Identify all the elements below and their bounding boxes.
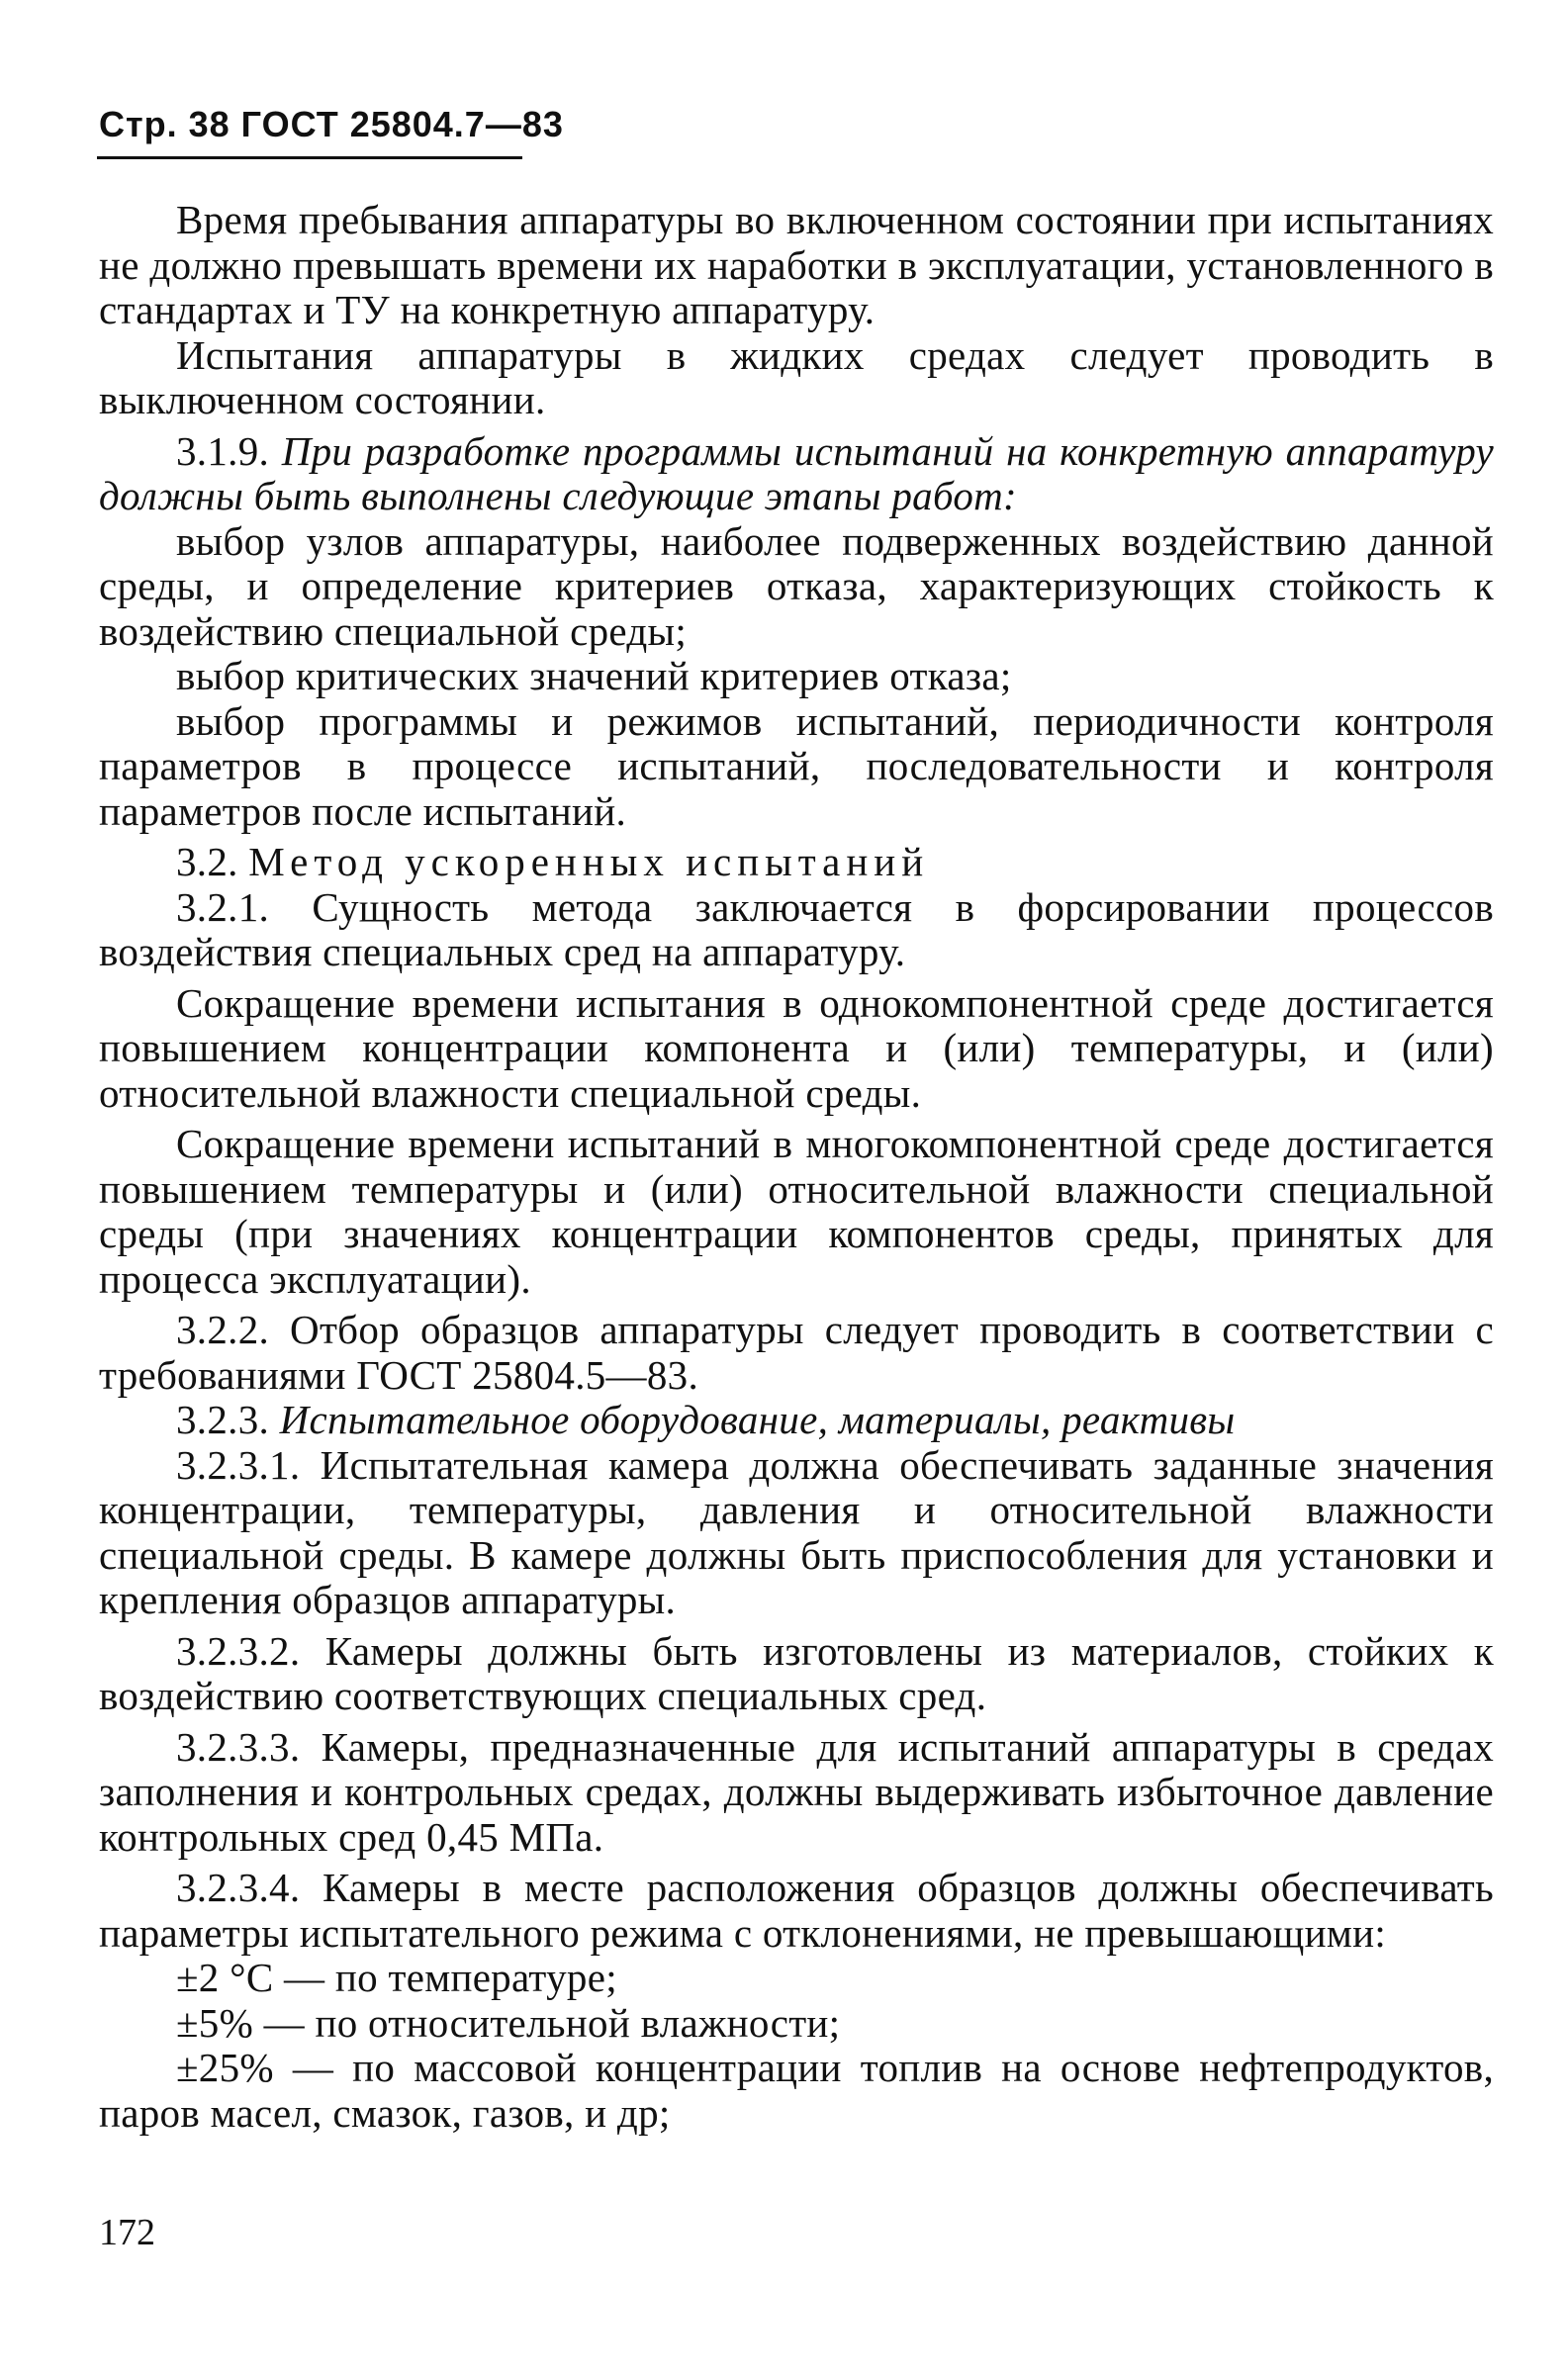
running-header: Стр. 38 ГОСТ 25804.7—83 xyxy=(99,104,564,144)
paragraph: 3.2.2. Отбор образцов аппаратуры следует проводить в соответствии с требованиями ГОСТ 25804.5—83. xyxy=(99,1307,1494,1398)
paragraph: 3.2.3.3. Камеры, предназначенные для испытаний аппаратуры в средах заполнения и контрольных средах, должны выдерживать избыточное давление контрольных сред 0,45 МПа. xyxy=(99,1723,1494,1860)
section-title: Метод ускоренных испытаний xyxy=(248,839,930,884)
subsection-title: Испытательное оборудование, материалы, реактивы xyxy=(279,1397,1236,1442)
list-item: ±25% — по массовой концентрации топлив на основе нефтепродуктов, паров масел, смазок, газов, и др; xyxy=(99,2045,1494,2136)
clause-number: 3.1.9. xyxy=(176,427,270,474)
list-item: ±2 °С — по температуре; xyxy=(176,1955,617,2000)
page-number: 172 xyxy=(99,2212,155,2253)
paragraph xyxy=(99,429,1494,519)
paragraph: Сокращение времени испытаний в многокомпонентной среде достигается повышением температуры и (или) относительной влажности специальной среды (при значениях концентрации компонентов среды, принятых для процесса эксплуатации). xyxy=(99,1121,1494,1302)
paragraph: Сокращение времени испытания в однокомпонентной среде достигается повышением концентрации компонента и (или) температуры, и (или) относительной влажности специальной среды. xyxy=(99,979,1494,1116)
document-body xyxy=(99,198,1494,2136)
paragraph: Время пребывания аппаратуры во включенном состоянии при испытаниях не должно превышать времени их наработки в эксплуатации, установленного в стандартах и ТУ на конкретную аппаратуру. xyxy=(99,197,1494,332)
paragraph: Испытания аппаратуры в жидких средах следует проводить в выключенном состоянии. xyxy=(99,331,1494,422)
paragraph: 3.2.3.2. Камеры должны быть изготовлены из материалов, стойких к воздействию соответствующих специальных сред. xyxy=(99,1627,1494,1718)
paragraph: выбор узлов аппаратуры, наиболее подверженных воздействию данной среды, и определение критериев отказа, характеризующих стойкость к воздействию специальной среды; xyxy=(99,517,1494,654)
section-number: 3.2. xyxy=(176,839,238,884)
list-item: ±5% — по относительной влажности; xyxy=(176,1999,841,2046)
subsection-number: 3.2.3. xyxy=(176,1397,270,1442)
paragraph: выбор программы и режимов испытаний, периодичности контроля параметров в процессе испытаний, последовательности и контроля параметров после испытаний. xyxy=(99,697,1494,834)
paragraph: 3.2.1. Сущность метода заключается в форсировании процессов воздействия специальных сред на аппаратуру. xyxy=(99,883,1494,974)
paragraph: 3.2.3.1. Испытательная камера должна обеспечивать заданные значения концентрации, температуры, давления и относительной влажности специальной среды. В камере должны быть приспособления для установки и крепления образцов аппаратуры. xyxy=(99,1441,1494,1622)
paragraph: 3.2.3.4. Камеры в месте расположения образцов должны обеспечивать параметры испытательного режима с отклонениями, не превышающими: xyxy=(99,1865,1494,1956)
header-rule xyxy=(97,156,522,159)
section-heading xyxy=(99,840,1494,885)
subsection-heading xyxy=(99,1398,1494,1443)
clause-text: При разработке программы испытаний на конкретную аппаратуру должны быть выполнены следующие этапы работ: xyxy=(99,427,1494,518)
paragraph: выбор критических значений критериев отказа; xyxy=(176,653,1012,698)
